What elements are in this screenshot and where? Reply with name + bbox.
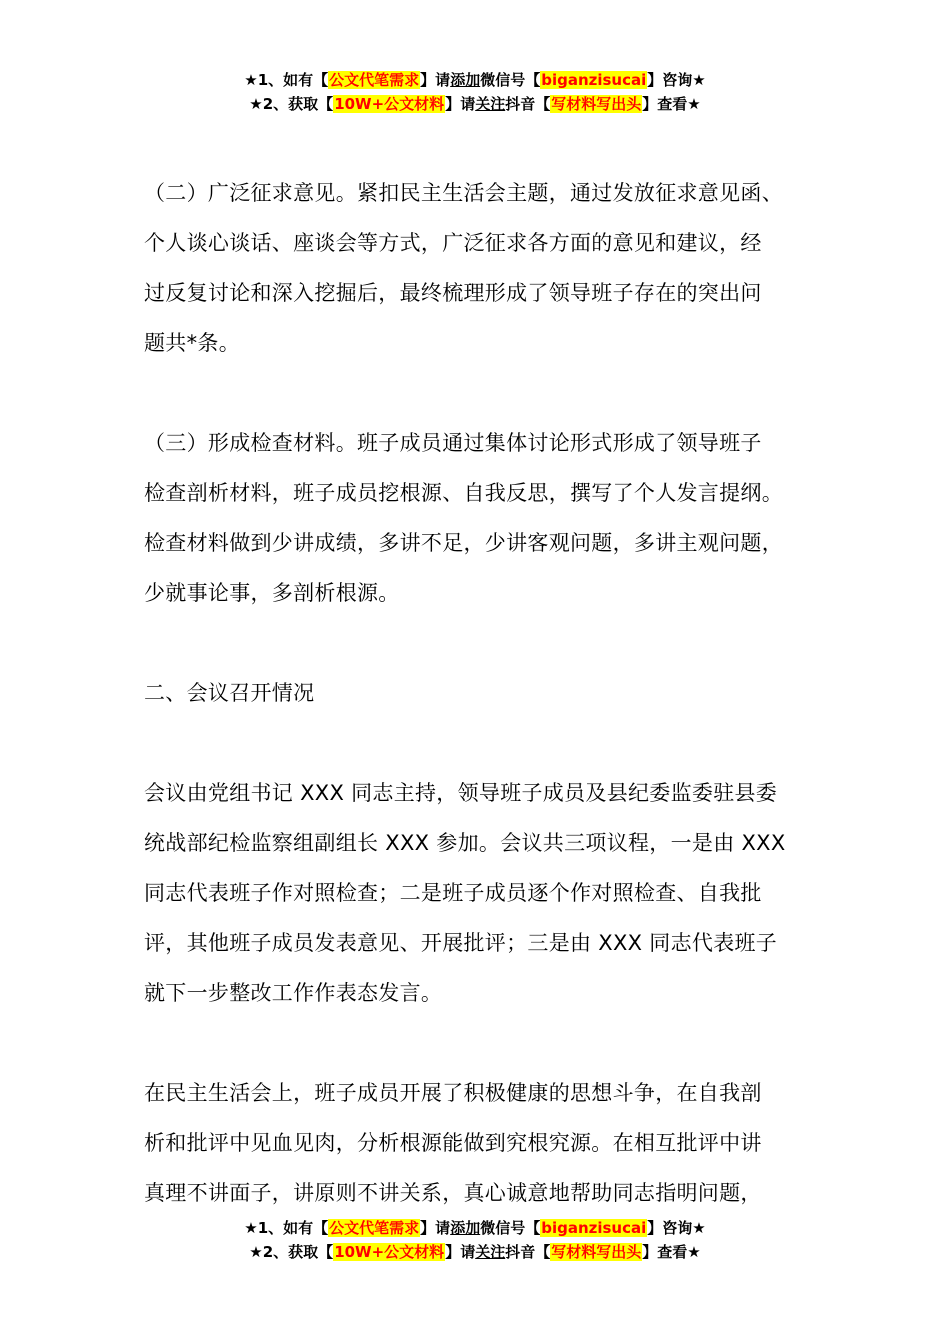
text-line: 同志代表班子作对照检查；二是班子成员逐个作对照检查、自我批 [144,881,762,905]
banner-text: 抖音【 [505,95,551,113]
text-line: 题共*条。 [144,331,240,355]
header-banner [0,68,950,116]
text-line: 统战部纪检监察组副组长 XXX 参加。会议共三项议程，一是由 XXX [144,831,786,855]
banner-text: 】请 [445,95,476,113]
banner-text: 】查看★ [642,95,701,113]
footer-banner [0,1216,950,1264]
banner-text: 微信号【 [480,1219,541,1237]
banner-line-1 [0,1216,950,1240]
section-heading-meeting [144,668,834,718]
text-line: 少就事论事，多剖析根源。 [144,581,400,605]
banner-text: ★2、获取【 [249,1243,334,1261]
text-line: 在民主生活会上，班子成员开展了积极健康的思想斗争，在自我剖 [144,1081,762,1105]
text-line: （三）形成检查材料。班子成员通过集体讨论形式形成了领导班子 [144,431,762,455]
banner-emphasis: 添加 [450,71,481,89]
text-line: （二）广泛征求意见。紧扣民主生活会主题，通过发放征求意见函、 [144,181,783,205]
banner-text: 】请 [445,1243,476,1261]
paragraph-solicit-opinions [144,168,834,368]
paragraph-inspection-materials [144,418,834,618]
banner-text: ★1、如有【 [244,71,329,89]
text-line: 个人谈心谈话、座谈会等方式，广泛征求各方面的意见和建议，经 [144,231,762,255]
text-line: 过反复讨论和深入挖掘后，最终梳理形成了领导班子存在的突出问 [144,281,762,305]
paragraph-criticism [144,1068,834,1218]
text-line: 评，其他班子成员发表意见、开展批评；三是由 XXX 同志代表班子 [144,931,778,955]
banner-text: 】咨询★ [647,1219,706,1237]
banner-emphasis: 添加 [450,1219,481,1237]
text-line: 析和批评中见血见肉，分析根源能做到究根究源。在相互批评中讲 [144,1131,762,1155]
text-line: 检查材料做到少讲成绩，多讲不足，少讲客观问题，多讲主观问题， [144,531,783,555]
text-line: 就下一步整改工作作表态发言。 [144,981,443,1005]
banner-text: 】查看★ [642,1243,701,1261]
text-line: 会议由党组书记 XXX 同志主持，领导班子成员及县纪委监委驻县委 [144,781,778,805]
banner-line-1 [0,68,950,92]
banner-emphasis: 关注 [475,95,506,113]
banner-text: ★1、如有【 [244,1219,329,1237]
text-line: 真理不讲面子，讲原则不讲关系，真心诚意地帮助同志指明问题， [144,1181,762,1205]
banner-text: 抖音【 [505,1243,551,1261]
banner-text: 微信号【 [480,71,541,89]
banner-text: 】请 [420,1219,451,1237]
banner-text: 】请 [420,71,451,89]
text-line: 检查剖析材料，班子成员挖根源、自我反思，撰写了个人发言提纲。 [144,481,783,505]
banner-highlight: 写材料写出头 [551,1243,642,1261]
banner-line-2 [0,1240,950,1264]
banner-line-2 [0,92,950,116]
section-heading: 二、会议召开情况 [144,681,315,705]
banner-highlight: 公文代笔需求 [329,71,420,89]
banner-highlight: 写材料写出头 [551,95,642,113]
banner-text: 】咨询★ [647,71,706,89]
banner-text: ★2、获取【 [249,95,334,113]
banner-highlight: 10W+公文材料 [334,95,445,113]
paragraph-meeting-agenda [144,768,834,1018]
banner-highlight: biganzisucai [541,1219,647,1237]
banner-highlight: 公文代笔需求 [329,1219,420,1237]
banner-emphasis: 关注 [475,1243,506,1261]
banner-highlight: biganzisucai [541,71,647,89]
document-body [144,168,834,1268]
banner-highlight: 10W+公文材料 [334,1243,445,1261]
